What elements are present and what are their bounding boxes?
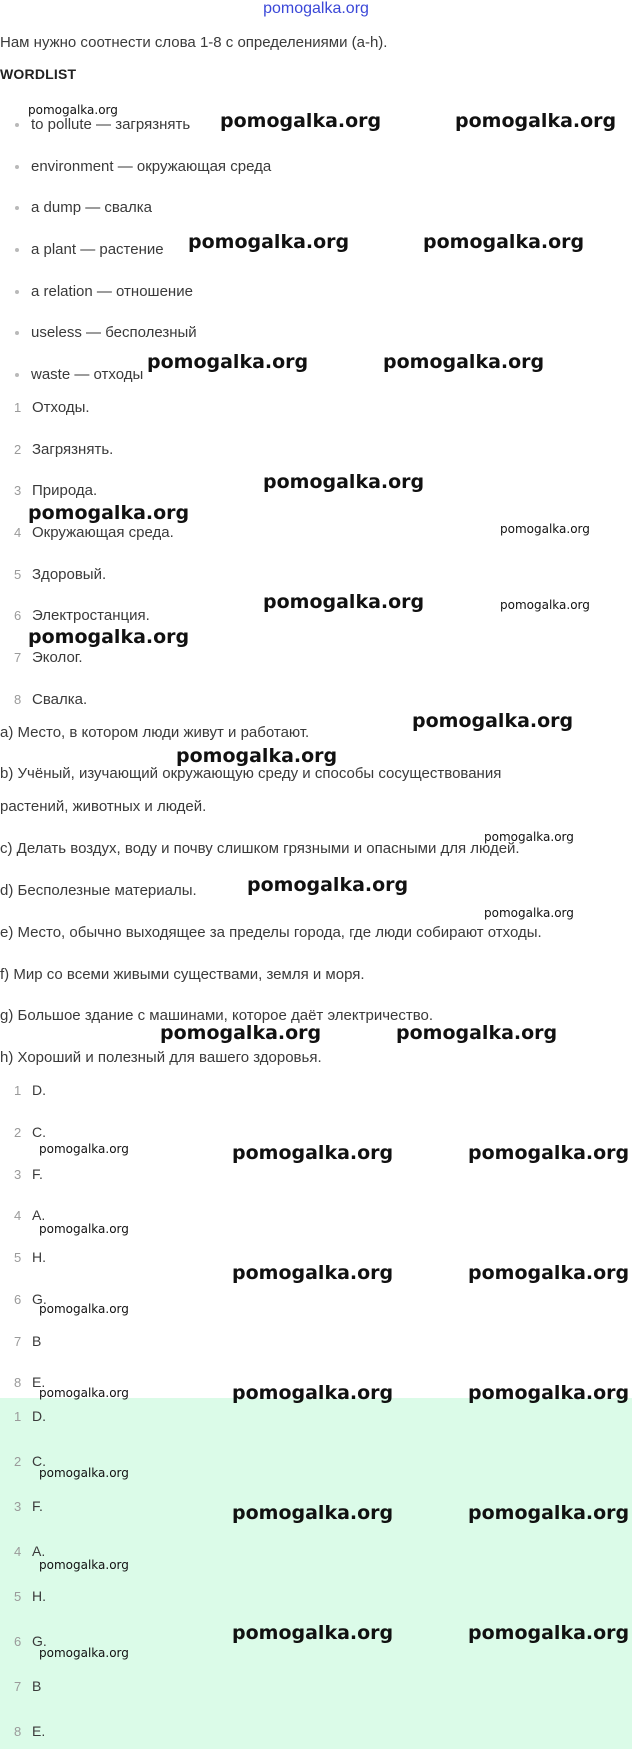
definition-item: b) Учёный, изучающий окружающую среду и способы сосуществования — [0, 765, 502, 782]
numbered-item: 3 Природа. — [14, 482, 98, 499]
highlighted-answer-item: 2 C. — [14, 1453, 46, 1469]
watermark: pomogalka.org — [188, 231, 350, 253]
watermark: pomogalka.org — [468, 1142, 630, 1164]
watermark: pomogalka.org — [232, 1382, 394, 1404]
watermark: pomogalka.org — [263, 471, 425, 493]
numbered-item: 7 Эколог. — [14, 649, 83, 666]
answer-item: 4 A. — [14, 1207, 46, 1223]
bullet-icon — [15, 373, 19, 377]
highlighted-answer-block — [0, 1398, 632, 1749]
bullet-icon — [15, 165, 19, 169]
watermark: pomogalka.org — [232, 1142, 394, 1164]
watermark: pomogalka.org — [147, 351, 309, 373]
watermark: pomogalka.org — [468, 1502, 630, 1524]
task-intro: Нам нужно соотнести слова 1-8 с определениями (a-h). — [0, 34, 388, 51]
watermark: pomogalka.org — [160, 1022, 322, 1044]
definition-item: c) Делать воздух, воду и почву слишком грязными и опасными для людей. — [0, 840, 520, 857]
watermark: pomogalka.org — [232, 1502, 394, 1524]
wordlist-item: to pollute — загрязнять — [15, 116, 190, 133]
numbered-item: 1 Отходы. — [14, 399, 90, 416]
answer-item: 3 F. — [14, 1166, 43, 1182]
numbered-item: 8 Свалка. — [14, 691, 88, 708]
numbered-item: 2 Загрязнять. — [14, 441, 114, 458]
watermark: pomogalka.org — [220, 110, 382, 132]
highlighted-answer-item: 7 B — [14, 1678, 42, 1694]
definition-item: d) Бесполезные материалы. — [0, 882, 197, 899]
numbered-item: 6 Электростанция. — [14, 607, 150, 624]
watermark: pomogalka.org — [396, 1022, 558, 1044]
watermark: pomogalka.org — [176, 745, 338, 767]
answer-item: 7 B — [14, 1333, 42, 1349]
bullet-icon — [15, 248, 19, 252]
watermark: pomogalka.org — [455, 110, 617, 132]
bullet-icon — [15, 290, 19, 294]
wordlist-item: a dump — свалка — [15, 199, 152, 216]
watermark: pomogalka.org — [484, 906, 574, 920]
bullet-icon — [15, 206, 19, 210]
highlighted-answer-item: 3 F. — [14, 1498, 43, 1514]
definition-item: g) Большое здание с машинами, которое даёт электричество. — [0, 1007, 434, 1024]
watermark: pomogalka.org — [468, 1262, 630, 1284]
wordlist-item: a plant — растение — [15, 241, 164, 258]
definition-item: a) Место, в котором люди живут и работают. — [0, 724, 310, 741]
definition-item: h) Хороший и полезный для вашего здоровья. — [0, 1049, 322, 1066]
wordlist-item: environment — окружающая среда — [15, 158, 271, 175]
site-header-link[interactable]: pomogalka.org — [263, 0, 369, 17]
wordlist-title: WORDLIST — [0, 66, 77, 82]
bullet-icon — [15, 123, 19, 127]
numbered-item: 5 Здоровый. — [14, 566, 107, 583]
watermark: pomogalka.org — [484, 830, 574, 844]
wordlist-item: a relation — отношение — [15, 283, 193, 300]
watermark: pomogalka.org — [39, 1646, 129, 1660]
bullet-icon — [15, 331, 19, 335]
highlighted-answer-item: 8 E. — [14, 1723, 46, 1739]
wordlist-item: waste — отходы — [15, 366, 143, 383]
definition-item: e) Место, обычно выходящее за пределы города, где люди собирают отходы. — [0, 924, 542, 941]
highlighted-answer-item: 5 H. — [14, 1588, 46, 1604]
watermark: pomogalka.org — [39, 1222, 129, 1236]
watermark: pomogalka.org — [39, 1142, 129, 1156]
highlighted-answer-item: 6 G. — [14, 1633, 47, 1649]
watermark: pomogalka.org — [28, 626, 190, 648]
watermark: pomogalka.org — [232, 1262, 394, 1284]
watermark: pomogalka.org — [263, 591, 425, 613]
definition-item: растений, животных и людей. — [0, 798, 207, 815]
numbered-item: 4 Окружающая среда. — [14, 524, 174, 541]
watermark: pomogalka.org — [232, 1622, 394, 1644]
watermark: pomogalka.org — [412, 710, 574, 732]
answer-item: 5 H. — [14, 1249, 46, 1265]
watermark: pomogalka.org — [28, 103, 118, 117]
definition-item: f) Мир со всеми живыми существами, земля и моря. — [0, 966, 365, 983]
answer-item: 8 E. — [14, 1374, 46, 1390]
watermark: pomogalka.org — [468, 1382, 630, 1404]
answer-item: 1 D. — [14, 1082, 46, 1098]
highlighted-answer-item: 4 A. — [14, 1543, 46, 1559]
watermark: pomogalka.org — [247, 874, 409, 896]
answer-item: 2 C. — [14, 1124, 46, 1140]
watermark: pomogalka.org — [383, 351, 545, 373]
watermark: pomogalka.org — [500, 598, 590, 612]
watermark: pomogalka.org — [39, 1466, 129, 1480]
highlighted-answer-item: 1 D. — [14, 1408, 46, 1424]
watermark: pomogalka.org — [39, 1386, 129, 1400]
watermark: pomogalka.org — [28, 502, 190, 524]
watermark: pomogalka.org — [423, 231, 585, 253]
watermark: pomogalka.org — [39, 1302, 129, 1316]
watermark: pomogalka.org — [500, 522, 590, 536]
watermark: pomogalka.org — [468, 1622, 630, 1644]
wordlist-item: useless — бесполезный — [15, 324, 197, 341]
watermark: pomogalka.org — [39, 1558, 129, 1572]
answer-item: 6 G. — [14, 1291, 47, 1307]
